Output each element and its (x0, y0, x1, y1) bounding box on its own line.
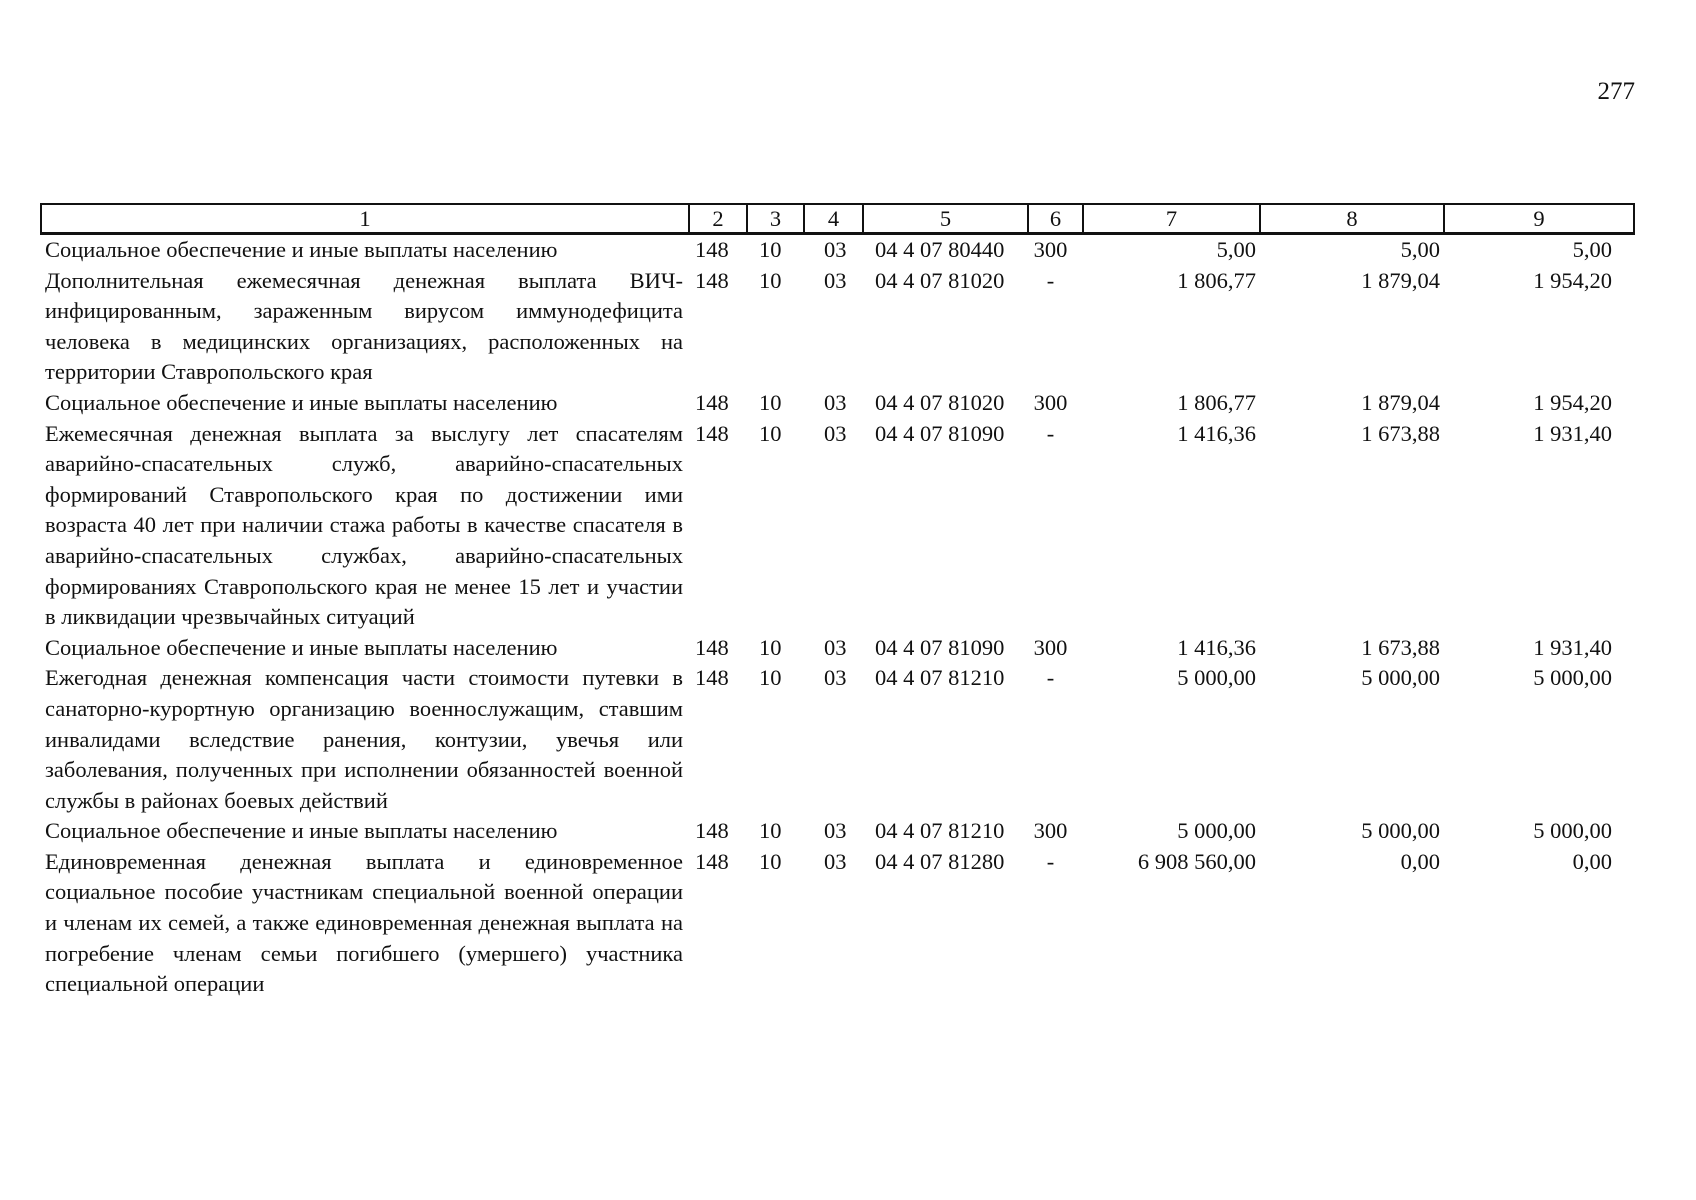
amount-col-8: 1 879,04 (1361, 389, 1440, 415)
section-code: 10 (759, 634, 782, 660)
section-code: 10 (759, 389, 782, 415)
expense-name: Социальное обеспечение и иные выплаты населению (45, 237, 558, 262)
amount-col-7: 1 416,36 (1177, 634, 1256, 660)
expense-type-code: - (1046, 267, 1055, 293)
expense-type-code: - (1046, 420, 1055, 446)
target-article-code: 04 4 07 81020 (875, 389, 1005, 415)
amount-col-7: 5,00 (1216, 237, 1256, 262)
grbs-code: 148 (695, 237, 729, 262)
expense-type-code: - (1046, 848, 1055, 874)
subsection-code: 03 (824, 848, 847, 874)
target-article-code: 04 4 07 81090 (875, 634, 1005, 660)
expense-type-code: 300 (1033, 389, 1068, 415)
amount-col-8: 1 673,88 (1361, 634, 1440, 660)
subsection-code: 03 (824, 634, 847, 660)
subsection-code: 03 (824, 420, 847, 446)
expense-name: Дополнительная ежемесячная денежная выплата ВИЧ-инфицированным, зараженным вирусом иммунодефицита человека в медицинских организациях, расположенных на территории Ставропольского края (45, 267, 683, 385)
column-header: 9 (1444, 204, 1634, 234)
column-header: 8 (1260, 204, 1444, 234)
amount-col-7: 5 000,00 (1177, 818, 1256, 844)
target-article-code: 04 4 07 81210 (875, 818, 1005, 844)
table-row (41, 388, 1634, 419)
subsection-code: 03 (824, 665, 847, 691)
table-row (41, 847, 1634, 1000)
table-row (41, 663, 1634, 816)
target-article-code: 04 4 07 81090 (875, 420, 1005, 446)
target-article-code: 04 4 07 80440 (875, 237, 1005, 262)
amount-col-8: 5 000,00 (1361, 665, 1440, 691)
target-article-code: 04 4 07 81020 (875, 267, 1005, 293)
expense-name: Социальное обеспечение и иные выплаты населению (45, 818, 558, 844)
amount-col-9: 5,00 (1572, 237, 1612, 262)
target-article-code: 04 4 07 81210 (875, 665, 1005, 691)
expense-type-code: 300 (1033, 634, 1068, 660)
page-number: 277 (1597, 78, 1635, 105)
table-row (41, 419, 1634, 633)
header-row (41, 204, 1634, 234)
section-code: 10 (759, 818, 782, 844)
amount-col-9: 1 954,20 (1533, 267, 1612, 293)
grbs-code: 148 (695, 420, 729, 446)
amount-col-7: 5 000,00 (1177, 665, 1256, 691)
expense-name: Ежемесячная денежная выплата за выслугу лет спасателям аварийно-спасательных служб, аварийно-спасательных формирований Ставропольского края по достижении ими возраста 40 лет при наличии стажа работы в качестве спасателя в аварийно-спасательных службах, аварийно-спасательных формированиях Ставропольского края не менее 15 лет и участии в ликвидации чрезвычайных ситуаций (45, 420, 683, 630)
table-header (41, 204, 1634, 234)
subsection-code: 03 (824, 389, 847, 415)
column-header: 5 (863, 204, 1028, 234)
expense-type-code: 300 (1033, 237, 1068, 262)
target-article-code: 04 4 07 81280 (875, 848, 1005, 874)
amount-col-9: 5 000,00 (1533, 818, 1612, 844)
expense-type-code: - (1046, 665, 1055, 691)
amount-col-8: 5,00 (1400, 237, 1440, 262)
column-header: 3 (747, 204, 804, 234)
column-header: 6 (1028, 204, 1083, 234)
amount-col-7: 1 416,36 (1177, 420, 1256, 446)
amount-col-7: 6 908 560,00 (1137, 848, 1256, 874)
expense-name: Единовременная денежная выплата и единовременное социальное пособие участникам специальной военной операции и членам их семей, а также единовременная денежная выплата на погребение членам семьи погибшего (умершего) участника специальной операции (45, 848, 683, 997)
subsection-code: 03 (824, 818, 847, 844)
grbs-code: 148 (695, 848, 729, 874)
amount-col-9: 1 931,40 (1533, 420, 1612, 446)
column-header: 1 (41, 204, 689, 234)
section-code: 10 (759, 848, 782, 874)
table-row (41, 234, 1634, 266)
budget-table (40, 203, 1635, 1000)
amount-col-9: 0,00 (1572, 848, 1612, 874)
amount-col-8: 5 000,00 (1361, 818, 1440, 844)
expense-name: Социальное обеспечение и иные выплаты населению (45, 634, 558, 660)
amount-col-8: 0,00 (1400, 848, 1440, 874)
amount-col-9: 5 000,00 (1533, 665, 1612, 691)
amount-col-9: 1 931,40 (1533, 634, 1612, 660)
subsection-code: 03 (824, 237, 847, 262)
grbs-code: 148 (695, 267, 729, 293)
column-header: 2 (689, 204, 747, 234)
table-row (41, 266, 1634, 388)
section-code: 10 (759, 420, 782, 446)
table-body (41, 234, 1634, 1000)
grbs-code: 148 (695, 634, 729, 660)
column-header: 7 (1083, 204, 1260, 234)
expense-name: Ежегодная денежная компенсация части стоимости путевки в санаторно-курортную организацию военнослужащим, ставшим инвалидами вследствие ранения, контузии, увечья или заболевания, полученных при исполнении обязанностей военной службы в районах боевых действий (45, 665, 683, 813)
expense-name: Социальное обеспечение и иные выплаты населению (45, 389, 558, 415)
section-code: 10 (759, 267, 782, 293)
grbs-code: 148 (695, 665, 729, 691)
grbs-code: 148 (695, 818, 729, 844)
amount-col-8: 1 879,04 (1361, 267, 1440, 293)
section-code: 10 (759, 665, 782, 691)
table-row (41, 816, 1634, 847)
grbs-code: 148 (695, 389, 729, 415)
amount-col-8: 1 673,88 (1361, 420, 1440, 446)
table-row (41, 633, 1634, 664)
section-code: 10 (759, 237, 782, 262)
subsection-code: 03 (824, 267, 847, 293)
amount-col-7: 1 806,77 (1177, 267, 1256, 293)
amount-col-7: 1 806,77 (1177, 389, 1256, 415)
column-header: 4 (804, 204, 863, 234)
amount-col-9: 1 954,20 (1533, 389, 1612, 415)
expense-type-code: 300 (1033, 818, 1068, 844)
